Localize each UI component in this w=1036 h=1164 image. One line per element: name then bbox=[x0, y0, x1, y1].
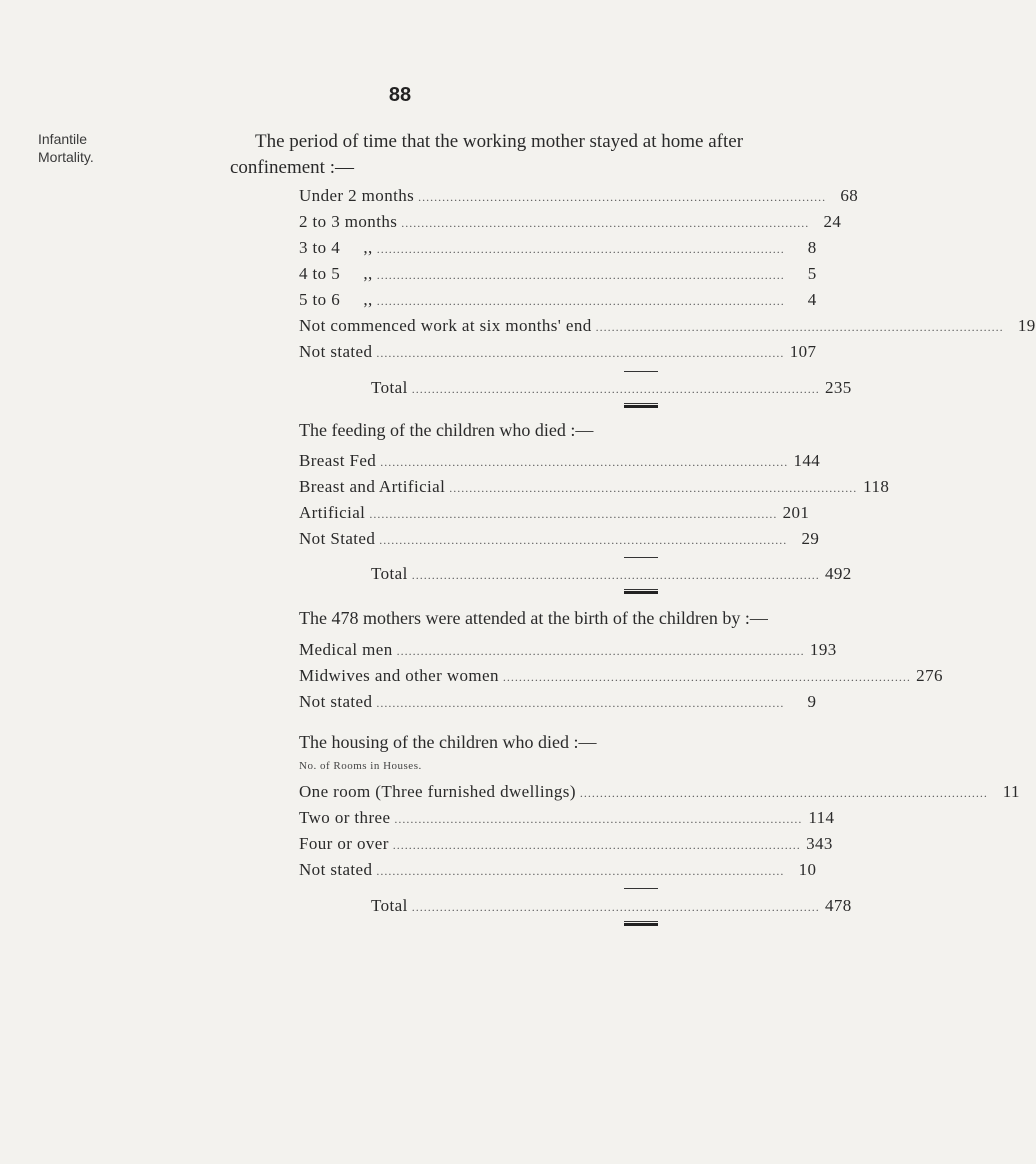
row-label: Breast Fed bbox=[299, 451, 377, 470]
table-row bbox=[299, 503, 810, 523]
row-value: 29 bbox=[801, 529, 820, 548]
total-rule bbox=[624, 371, 658, 372]
row-label: One room (Three furnished dwellings) bbox=[299, 782, 576, 801]
total-label: Total bbox=[371, 896, 408, 915]
table-row bbox=[299, 529, 820, 549]
section3-intro: The 478 mothers were attended at the birth of the children by :— bbox=[299, 608, 768, 628]
table-row bbox=[299, 782, 1020, 802]
total-rule bbox=[624, 557, 658, 558]
total-label: Total bbox=[371, 564, 408, 583]
leader-dots: ...................................................................................................... bbox=[502, 670, 911, 684]
margin-note-line: Mortality. bbox=[38, 149, 94, 165]
leader-dots: ...................................................................................................... bbox=[411, 382, 820, 396]
table-row bbox=[299, 238, 817, 258]
section2-intro: The feeding of the children who died :— bbox=[299, 420, 594, 440]
table-row bbox=[299, 451, 821, 471]
table-row bbox=[299, 186, 859, 206]
row-label: 2 to 3 months bbox=[299, 212, 398, 231]
row-value: 9 bbox=[807, 692, 817, 711]
section4-sub-intro: No. of Rooms in Houses. bbox=[299, 760, 422, 772]
row-label: Midwives and other women bbox=[299, 666, 499, 685]
total-value: 492 bbox=[825, 564, 852, 583]
margin-note-line: Infantile bbox=[38, 131, 88, 147]
page-number: 88 bbox=[388, 84, 412, 106]
row-value: 8 bbox=[807, 238, 817, 257]
leader-dots: ...................................................................................................... bbox=[401, 216, 810, 230]
total-double-rule bbox=[624, 403, 658, 408]
row-value: 201 bbox=[782, 503, 810, 522]
leader-dots: ...................................................................................................... bbox=[411, 568, 820, 582]
table-row bbox=[299, 290, 817, 310]
leader-dots: ...................................................................................................... bbox=[595, 320, 1004, 334]
leader-dots: ...................................................................................................... bbox=[376, 242, 785, 256]
row-label: Not stated bbox=[299, 692, 373, 711]
row-label: Artificial bbox=[299, 503, 366, 522]
leader-dots: ...................................................................................................... bbox=[394, 812, 803, 826]
row-label: Breast and Artificial bbox=[299, 477, 446, 496]
row-value: 4 bbox=[807, 290, 817, 309]
row-value: 5 bbox=[807, 264, 817, 283]
total-label: Total bbox=[371, 378, 408, 397]
row-value: 343 bbox=[806, 834, 833, 853]
leader-dots: ...................................................................................................... bbox=[379, 533, 788, 547]
row-value: 144 bbox=[793, 451, 821, 470]
leader-dots: ...................................................................................................... bbox=[392, 838, 801, 852]
row-label: Not Stated bbox=[299, 529, 376, 548]
total-value: 478 bbox=[825, 896, 852, 915]
leader-dots: ...................................................................................................... bbox=[376, 268, 785, 282]
section4-intro: The housing of the children who died :— bbox=[299, 732, 597, 752]
row-label: 3 to 4 ,, bbox=[299, 238, 373, 257]
leader-dots: ...................................................................................................... bbox=[396, 644, 805, 658]
table-row bbox=[299, 808, 835, 828]
row-label: Not stated bbox=[299, 342, 373, 361]
leader-dots: ...................................................................................................... bbox=[380, 455, 789, 469]
leader-dots: ...................................................................................................... bbox=[376, 864, 785, 878]
total-row bbox=[371, 564, 852, 584]
table-row bbox=[299, 264, 817, 284]
row-label: Not stated bbox=[299, 860, 373, 879]
row-label: Two or three bbox=[299, 808, 391, 827]
row-value: 19 bbox=[1017, 316, 1036, 335]
row-label: 5 to 6 ,, bbox=[299, 290, 373, 309]
total-value: 235 bbox=[825, 378, 852, 397]
margin-note bbox=[38, 130, 94, 166]
row-value: 193 bbox=[809, 640, 837, 659]
row-value: 10 bbox=[798, 860, 817, 879]
table-row bbox=[299, 834, 833, 854]
row-value: 276 bbox=[916, 666, 943, 685]
table-row bbox=[299, 316, 1036, 336]
table-row bbox=[299, 692, 817, 712]
row-value: 114 bbox=[808, 808, 835, 827]
row-value: 11 bbox=[1002, 782, 1020, 801]
table-row bbox=[299, 666, 943, 686]
row-label: Four or over bbox=[299, 834, 389, 853]
row-value: 118 bbox=[863, 477, 890, 496]
leader-dots: ...................................................................................................... bbox=[579, 786, 988, 800]
total-row bbox=[371, 378, 852, 398]
section1-intro-line1: The period of time that the working mother stayed at home after bbox=[255, 131, 744, 152]
row-label: Medical men bbox=[299, 640, 393, 659]
row-value: 68 bbox=[840, 186, 859, 205]
leader-dots: ...................................................................................................... bbox=[376, 346, 785, 360]
leader-dots: ...................................................................................................... bbox=[449, 481, 858, 495]
total-double-rule bbox=[624, 589, 658, 594]
leader-dots: ...................................................................................................... bbox=[369, 507, 778, 521]
leader-dots: ...................................................................................................... bbox=[411, 900, 820, 914]
row-label: Not commenced work at six months' end bbox=[299, 316, 592, 335]
table-row bbox=[299, 477, 890, 497]
row-value: 24 bbox=[823, 212, 842, 231]
leader-dots: ...................................................................................................... bbox=[376, 696, 785, 710]
row-label: 4 to 5 ,, bbox=[299, 264, 373, 283]
leader-dots: ...................................................................................................... bbox=[376, 294, 785, 308]
row-label: Under 2 months bbox=[299, 186, 415, 205]
table-row bbox=[299, 342, 817, 362]
table-row bbox=[299, 212, 842, 232]
table-row bbox=[299, 860, 817, 880]
total-double-rule bbox=[624, 921, 658, 926]
total-rule bbox=[624, 888, 658, 889]
table-row bbox=[299, 640, 837, 660]
row-value: 107 bbox=[789, 342, 817, 361]
total-row bbox=[371, 896, 852, 916]
leader-dots: ...................................................................................................... bbox=[418, 190, 827, 204]
section1-intro-line2: confinement :— bbox=[230, 157, 354, 178]
